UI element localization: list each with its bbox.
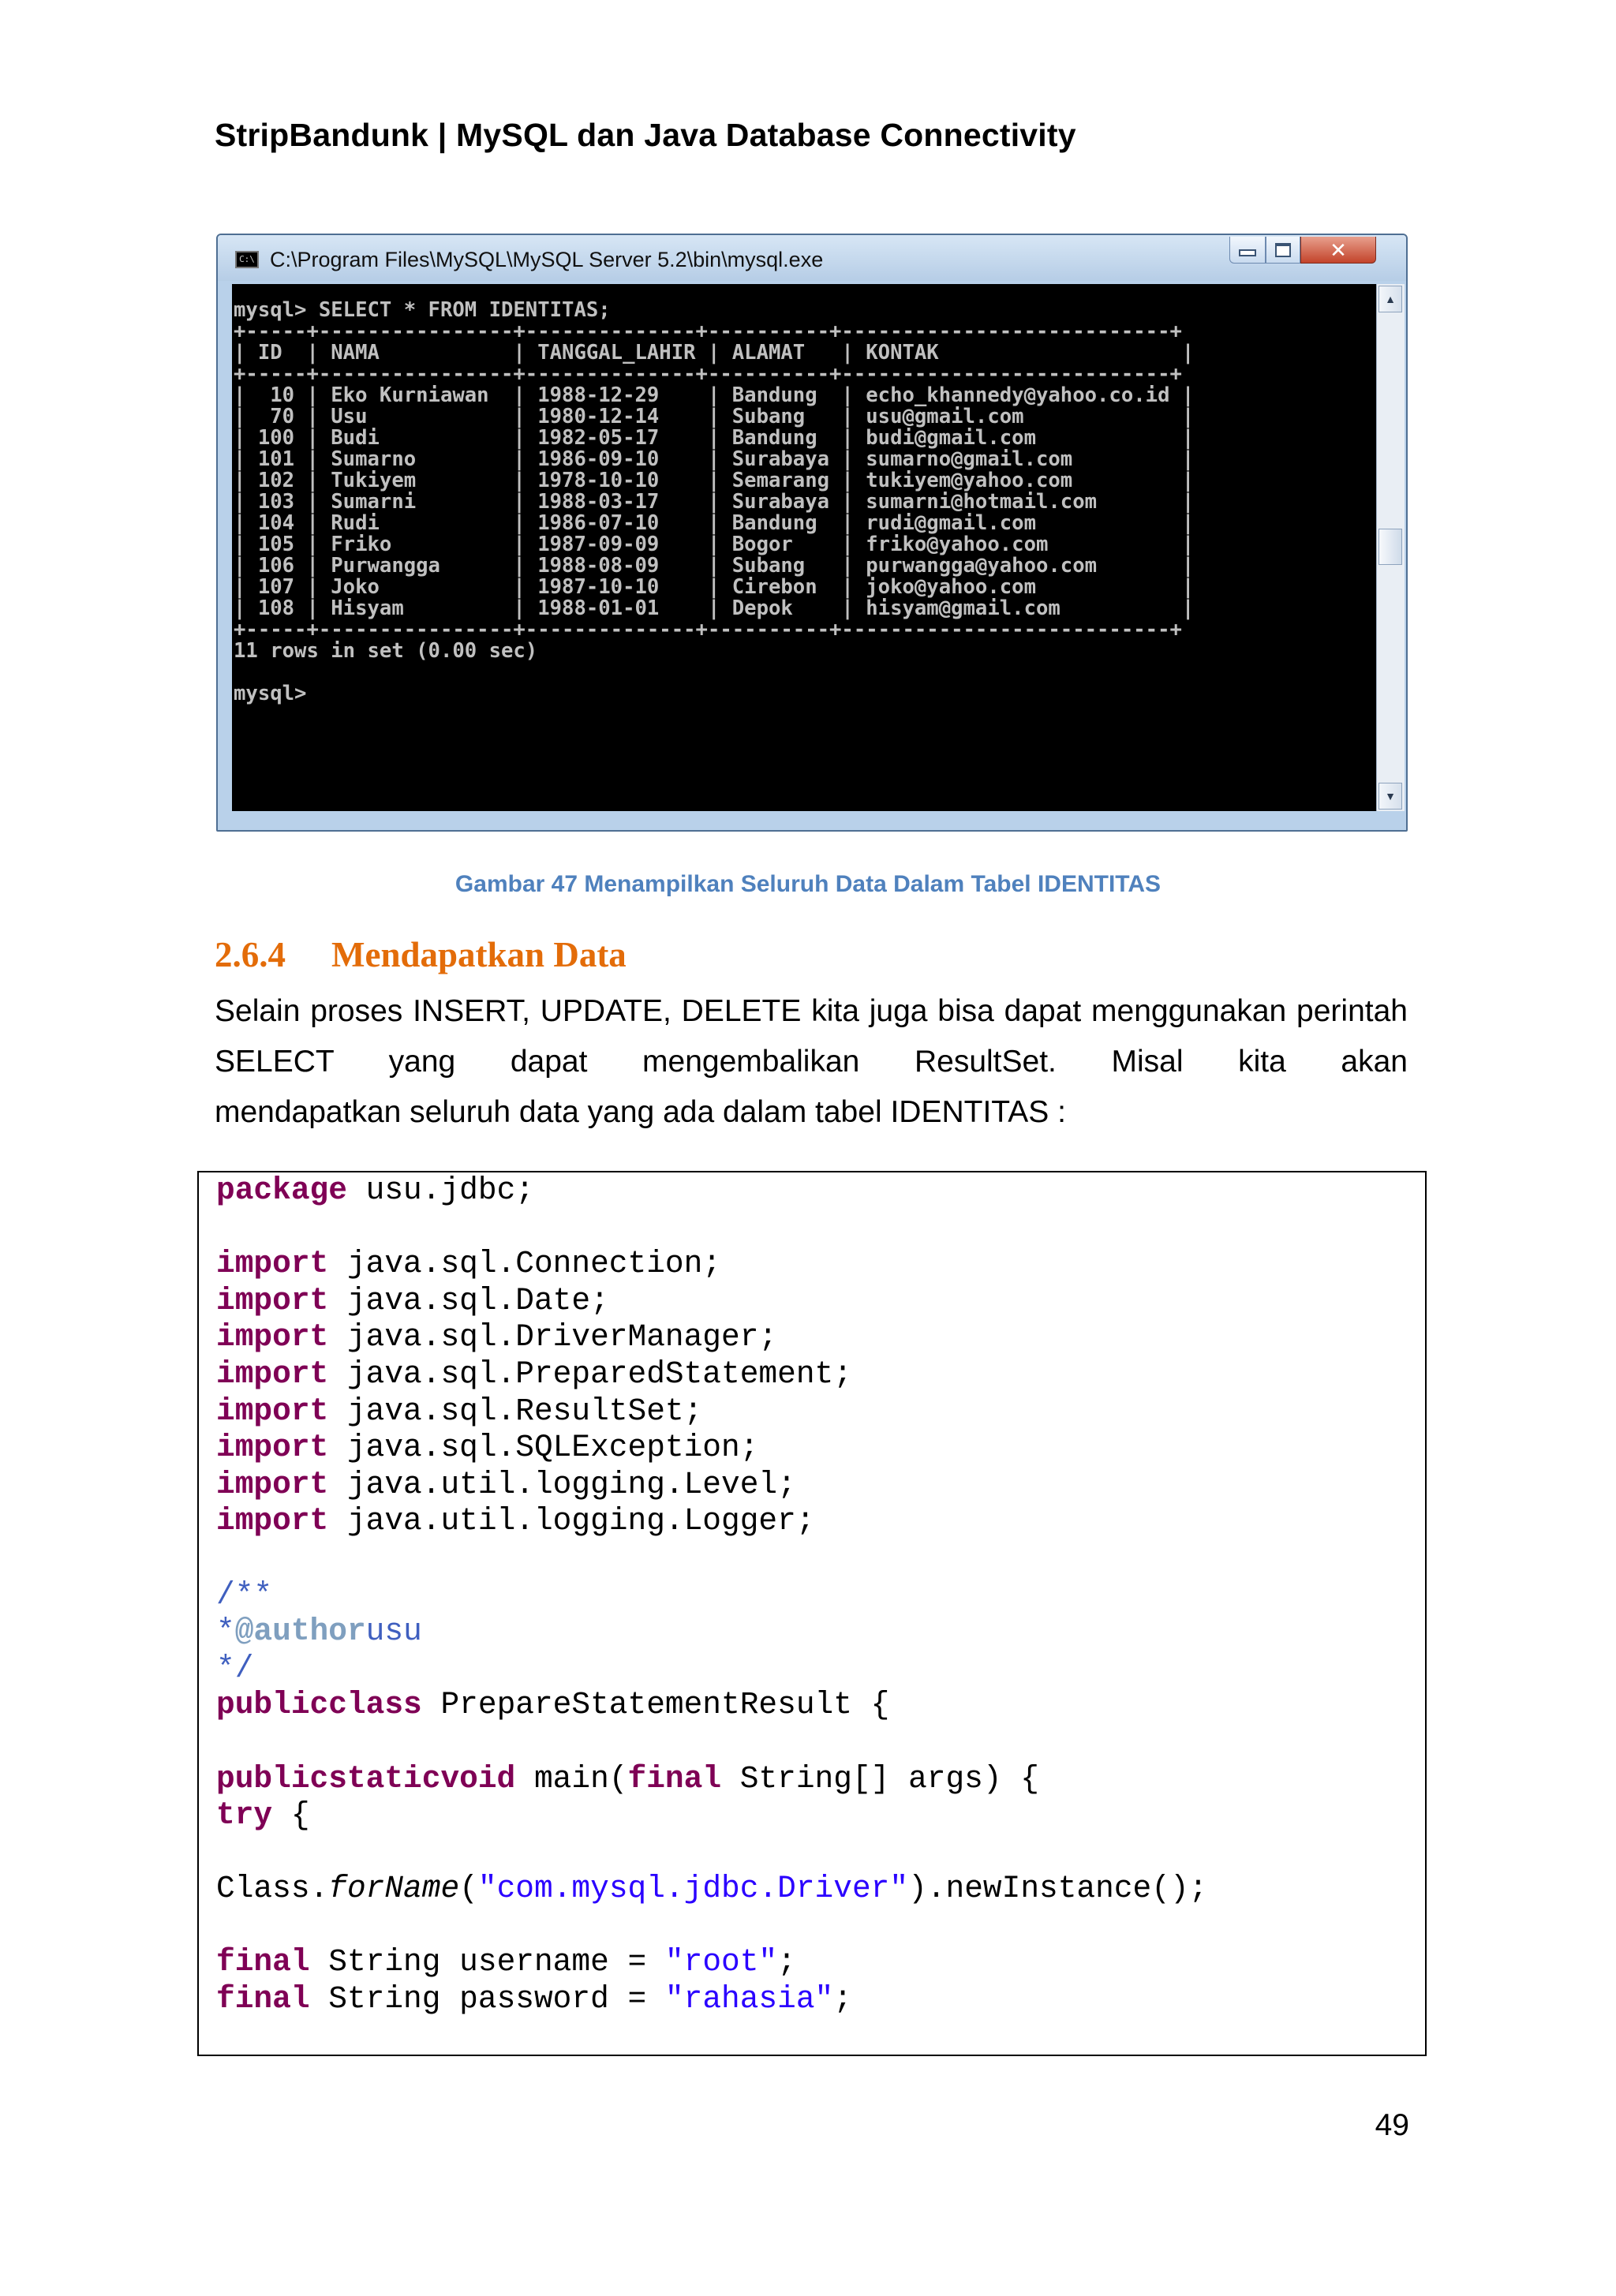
console-app-icon: C:\ xyxy=(235,251,259,268)
code-line xyxy=(216,1687,1425,1724)
code-token: final xyxy=(627,1760,722,1797)
console-line: | 104 | Rudi | 1986-07-10 | Bandung | rudi@gmail.com | xyxy=(234,511,1195,535)
code-line xyxy=(216,1319,1425,1356)
console-line: | 106 | Purwangga | 1988-08-09 | Subang | purwangga@yahoo.com | xyxy=(234,554,1195,578)
console-line: | 103 | Sumarni | 1988-03-17 | Surabaya | sumarni@hotmail.com | xyxy=(234,490,1195,514)
code-line xyxy=(216,1540,1425,1577)
code-line xyxy=(216,1908,1425,1945)
code-line xyxy=(216,1834,1425,1872)
code-token: /** xyxy=(216,1576,273,1613)
code-token: main( xyxy=(515,1760,628,1797)
section-heading xyxy=(215,934,627,975)
code-token: import xyxy=(216,1393,329,1429)
code-token: usu.jdbc; xyxy=(346,1172,534,1208)
minimize-button[interactable] xyxy=(1229,237,1266,264)
console-line: | 102 | Tukiyem | 1978-10-10 | Semarang | tukiyem@yahoo.com | xyxy=(234,469,1195,492)
code-token: */ xyxy=(216,1650,254,1686)
console-line: mysql> SELECT * FROM IDENTITAS; xyxy=(234,298,611,322)
code-token: ).newInstance(); xyxy=(908,1871,1208,1907)
code-line xyxy=(216,1210,1425,1247)
code-line xyxy=(216,1356,1425,1393)
code-line xyxy=(216,1944,1425,1981)
console-scrollbar[interactable] xyxy=(1376,284,1405,811)
code-token: import xyxy=(216,1282,329,1318)
console-window xyxy=(216,234,1408,832)
code-token: java.sql.Connection; xyxy=(328,1246,722,1282)
code-line xyxy=(216,1614,1425,1651)
code-token: { xyxy=(272,1797,310,1834)
code-token: package xyxy=(216,1172,347,1208)
code-line xyxy=(216,1467,1425,1504)
console-line: | ID | NAMA | TANGGAL_LAHIR | ALAMAT | KONTAK | xyxy=(234,341,1195,365)
code-token: publicclass xyxy=(216,1687,422,1723)
code-token: final xyxy=(216,1981,310,2017)
code-token: PrepareStatementResult { xyxy=(421,1687,890,1723)
console-line: +-----+----------------+--------------+----------+---------------------------+ xyxy=(234,362,1182,386)
code-line xyxy=(216,1871,1425,1908)
code-token: Class. xyxy=(216,1871,329,1907)
code-token: import xyxy=(216,1466,329,1502)
code-token: java.sql.SQLException; xyxy=(328,1430,759,1466)
code-token: String password = xyxy=(309,1981,665,2017)
paragraph-line-1: Selain proses INSERT, UPDATE, DELETE kita juga bisa dapat menggunakan perintah SELECT yang dapat mengembalikan ResultSet. Misal kita akan xyxy=(215,994,1408,1079)
body-paragraph xyxy=(215,986,1408,1138)
code-line xyxy=(216,1577,1425,1614)
minimize-icon xyxy=(1239,249,1256,256)
code-token: @author xyxy=(234,1614,366,1650)
code-token: usu xyxy=(365,1614,422,1650)
code-token: import xyxy=(216,1356,329,1392)
code-token: java.sql.ResultSet; xyxy=(328,1393,703,1429)
figure-caption: Gambar 47 Menampilkan Seluruh Data Dalam Tabel IDENTITAS xyxy=(454,871,1162,897)
code-token: String[] args) { xyxy=(721,1760,1039,1797)
code-line xyxy=(216,1981,1425,2018)
code-listing xyxy=(197,1171,1427,2056)
console-line: | 10 | Eko Kurniawan | 1988-12-29 | Bandung | echo_khannedy@yahoo.co.id | xyxy=(234,383,1195,407)
code-token: import xyxy=(216,1246,329,1282)
console-line: 11 rows in set (0.00 sec) xyxy=(234,639,538,663)
code-line xyxy=(216,1503,1425,1540)
section-title: Mendapatkan Data xyxy=(331,935,627,974)
page-number: 49 xyxy=(1375,2108,1409,2142)
running-header: StripBandunk | MySQL dan Java Database Connectivity xyxy=(215,117,1076,153)
code-token: final xyxy=(216,1944,310,1980)
code-token: import xyxy=(216,1430,329,1466)
maximize-icon xyxy=(1275,243,1291,257)
console-line: | 107 | Joko | 1987-10-10 | Cirebon | joko@yahoo.com | xyxy=(234,575,1195,599)
code-token: publicstaticvoid xyxy=(216,1760,516,1797)
code-token: "com.mysql.jdbc.Driver" xyxy=(477,1871,909,1907)
code-token: * xyxy=(216,1614,235,1650)
code-token: import xyxy=(216,1503,329,1539)
code-line xyxy=(216,1246,1425,1283)
console-line: +-----+----------------+--------------+----------+---------------------------+ xyxy=(234,320,1182,343)
console-titlebar[interactable] xyxy=(218,235,1406,281)
code-token: java.sql.Date; xyxy=(328,1282,609,1318)
code-token: import xyxy=(216,1319,329,1356)
scroll-thumb[interactable] xyxy=(1378,529,1402,565)
code-token: "root" xyxy=(664,1944,778,1980)
console-line: | 70 | Usu | 1980-12-14 | Subang | usu@gmail.com | xyxy=(234,405,1195,428)
code-token: java.util.logging.Level; xyxy=(328,1466,796,1502)
code-lines xyxy=(199,1172,1425,2018)
console-window-title: C:\Program Files\MySQL\MySQL Server 5.2\bin\mysql.exe xyxy=(270,248,824,271)
console-output[interactable] xyxy=(232,284,1376,811)
console-line: | 108 | Hisyam | 1988-01-01 | Depok | hisyam@gmail.com | xyxy=(234,596,1195,620)
console-line: mysql> xyxy=(234,682,307,705)
code-line xyxy=(216,1651,1425,1688)
code-line xyxy=(216,1172,1425,1210)
close-button[interactable] xyxy=(1300,237,1376,264)
code-line xyxy=(216,1724,1425,1761)
code-line xyxy=(216,1393,1425,1430)
code-token: forName xyxy=(328,1871,460,1907)
console-line: | 101 | Sumarno | 1986-09-10 | Surabaya | sumarno@gmail.com | xyxy=(234,447,1195,471)
console-line: | 105 | Friko | 1987-09-09 | Bogor | friko@yahoo.com | xyxy=(234,533,1195,556)
code-token: ; xyxy=(777,1944,796,1980)
code-token: java.sql.DriverManager; xyxy=(328,1319,778,1356)
console-line: | 100 | Budi | 1982-05-17 | Bandung | budi@gmail.com | xyxy=(234,426,1195,450)
scroll-up-icon[interactable]: ▲ xyxy=(1378,286,1402,312)
maximize-button[interactable] xyxy=(1266,237,1300,264)
code-token: ( xyxy=(459,1871,478,1907)
code-line xyxy=(216,1283,1425,1320)
code-token: java.sql.PreparedStatement; xyxy=(328,1356,852,1392)
console-line: +-----+----------------+--------------+----------+---------------------------+ xyxy=(234,618,1182,641)
close-icon: ✕ xyxy=(1330,237,1347,262)
paragraph-line-2: mendapatkan seluruh data yang ada dalam tabel IDENTITAS : xyxy=(215,1095,1066,1129)
console-text xyxy=(232,284,1376,705)
code-token: "rahasia" xyxy=(664,1981,834,2017)
code-token: java.util.logging.Logger; xyxy=(328,1503,815,1539)
code-line xyxy=(216,1430,1425,1467)
scroll-down-icon[interactable]: ▼ xyxy=(1378,783,1402,810)
code-line xyxy=(216,1761,1425,1798)
code-line xyxy=(216,1797,1425,1834)
code-token: ; xyxy=(833,1981,852,2017)
code-token: try xyxy=(216,1797,273,1834)
code-token: String username = xyxy=(309,1944,665,1980)
section-number: 2.6.4 xyxy=(215,935,286,974)
